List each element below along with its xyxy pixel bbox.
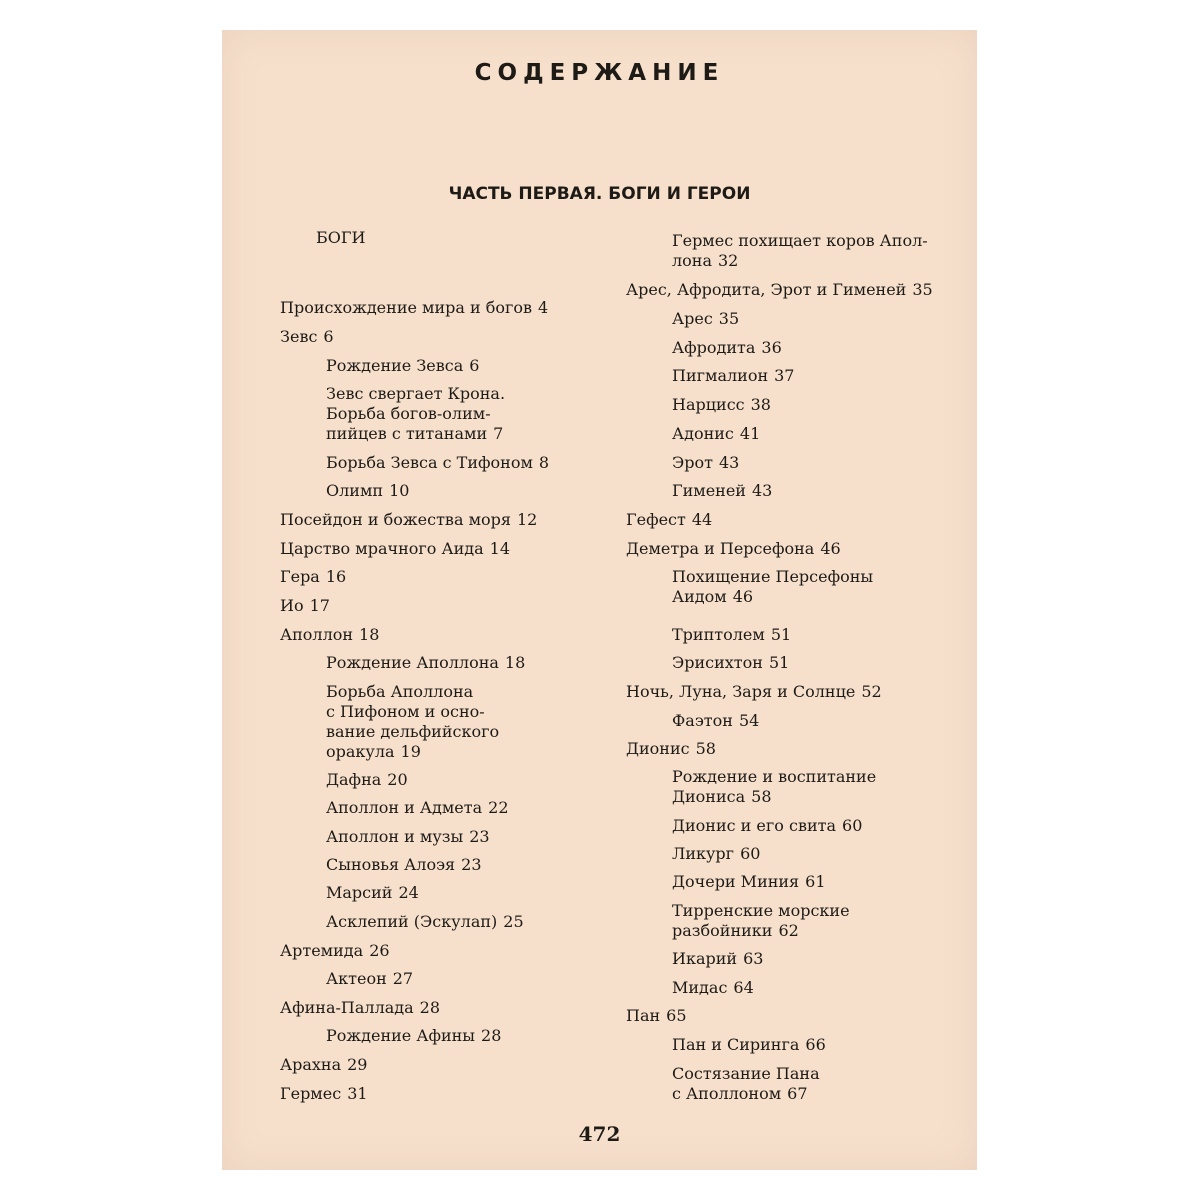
toc-page-number: 18 [504, 653, 526, 672]
toc-entry [626, 539, 841, 559]
toc-page-number: 6 [323, 327, 334, 346]
toc-entry-text: Диониса [672, 787, 746, 806]
toc-entry [626, 280, 933, 300]
toc-page-number: 23 [461, 855, 482, 874]
toc-page-number: 38 [750, 395, 771, 414]
toc-entry [672, 844, 760, 864]
toc-entry-text: Адонис [672, 424, 734, 443]
toc-page-number: 23 [469, 827, 490, 846]
toc-page-number: 7 [493, 424, 504, 443]
toc-entry-text: Тирренские морские [672, 901, 850, 920]
toc-page-number: 37 [774, 366, 795, 385]
toc-page-number: 4 [538, 298, 549, 317]
toc-page-number: 41 [739, 424, 761, 443]
toc-page-number: 51 [770, 625, 792, 644]
toc-entry-text: Гермес [280, 1084, 342, 1103]
toc-page-number: 8 [538, 453, 550, 472]
toc-entry-text: Олимп [326, 481, 384, 500]
toc-entry [280, 567, 346, 587]
toc-entry [672, 453, 739, 473]
toc-entry-text: Пигмалион [672, 366, 769, 385]
toc-entry [672, 767, 876, 807]
toc-entry-text: Дионис [626, 739, 690, 758]
toc-entry-text: Борьба Аполлона [326, 682, 474, 701]
toc-entry [672, 424, 760, 444]
toc-page-number: 16 [325, 567, 347, 586]
toc-entry-text: Пан и Сиринга [672, 1035, 800, 1054]
toc-entry [672, 366, 794, 386]
toc-entry [280, 596, 330, 616]
toc-entry-text: Похищение Персефоны [672, 567, 874, 586]
toc-page-number: 63 [743, 949, 764, 968]
toc-page-number: 60 [740, 844, 761, 863]
toc-page-number: 32 [718, 251, 739, 270]
toc-page-number: 22 [488, 798, 509, 817]
toc-entry-text: Ликург [672, 844, 735, 863]
toc-page-number: 12 [516, 510, 538, 529]
toc-entry [280, 510, 537, 530]
toc-page-number: 24 [398, 883, 419, 902]
toc-entry [626, 682, 882, 702]
toc-page-number: 28 [419, 998, 441, 1017]
toc-entry-text: Происхождение мира и богов [280, 298, 533, 317]
toc-entry-text: Царство мрачного Аида [280, 539, 484, 558]
toc-entry-text: Зевс [280, 327, 318, 346]
toc-entry [326, 770, 408, 790]
part-title: ЧАСТЬ ПЕРВАЯ. БОГИ И ГЕРОИ [448, 184, 751, 204]
toc-entry-text: Рождение Аполлона [326, 653, 499, 672]
toc-page-number: 51 [768, 653, 790, 672]
toc-entry-text: оракула [326, 742, 395, 761]
toc-entry-text: Арес, Афродита, Эрот и Гименей [626, 280, 907, 299]
toc-page-number: 60 [842, 816, 863, 835]
toc-entry [280, 327, 334, 347]
toc-entry-text: Триптолем [672, 625, 765, 644]
toc-entry-text: Артемида [280, 941, 364, 960]
toc-entry [280, 941, 390, 961]
contents-title: СОДЕРЖАНИЕ [474, 60, 725, 86]
toc-page-number: 29 [347, 1055, 368, 1074]
toc-page-number: 58 [695, 739, 716, 758]
toc-page-number: 25 [503, 912, 524, 931]
page-number: 472 [578, 1122, 621, 1146]
toc-entry-text: с Пифоном и осно- [326, 702, 485, 721]
toc-entry [672, 338, 782, 358]
toc-entry [280, 1084, 368, 1104]
toc-entry [672, 653, 789, 673]
toc-entry [626, 739, 716, 759]
toc-entry [672, 872, 826, 892]
toc-entry-text: вание дельфийского [326, 722, 500, 741]
toc-entry-text: Зевс свергает Крона. [326, 384, 506, 403]
toc-entry-text: Афина-Паллада [280, 998, 414, 1017]
toc-page-number: 58 [751, 787, 772, 806]
toc-entry-text: Асклепий (Эскулап) [326, 912, 498, 931]
toc-entry [626, 1006, 687, 1026]
toc-entry [326, 969, 413, 989]
toc-entry [280, 998, 440, 1018]
toc-entry-text: Марсий [326, 883, 393, 902]
toc-page-number: 36 [761, 338, 782, 357]
toc-entry-text: Дочери Миния [672, 872, 800, 891]
toc-entry-text: Аполлон и Адмета [326, 798, 483, 817]
toc-page-number: 43 [718, 453, 740, 472]
toc-entry [672, 1035, 826, 1055]
toc-entry [326, 912, 524, 932]
toc-page-number: 64 [733, 978, 754, 997]
toc-entry [672, 901, 850, 941]
toc-entry [326, 855, 482, 875]
toc-page-number: 17 [309, 596, 330, 615]
toc-page-number: 61 [805, 872, 826, 891]
section-title: БОГИ [316, 228, 366, 247]
toc-entry-text: Гименей [672, 481, 746, 500]
toc-entry [672, 309, 739, 329]
toc-entry-text: Аполлон и музы [326, 827, 464, 846]
toc-entry-text: Афродита [672, 338, 756, 357]
toc-entry [326, 827, 490, 847]
toc-entry [326, 1026, 501, 1046]
toc-page-number: 35 [718, 309, 740, 328]
toc-page-number: 46 [732, 587, 754, 606]
toc-page-number: 52 [861, 682, 882, 701]
toc-page-number: 31 [347, 1084, 368, 1103]
book-page [222, 30, 977, 1170]
toc-entry [326, 653, 525, 673]
toc-page-number: 10 [389, 481, 410, 500]
toc-entry [280, 298, 548, 318]
toc-page-number: 19 [400, 742, 421, 761]
toc-entry [672, 949, 763, 969]
toc-entry-text: Посейдон и божества моря [280, 510, 511, 529]
toc-entry-text: Борьба Зевса с Тифоном [326, 453, 533, 472]
toc-page-number: 66 [805, 1035, 826, 1054]
toc-entry-text: Ночь, Луна, Заря и Солнце [626, 682, 856, 701]
toc-entry-text: Нарцисс [672, 395, 745, 414]
toc-page-number: 28 [481, 1026, 502, 1045]
toc-page-number: 27 [392, 969, 414, 988]
toc-page-number: 46 [820, 539, 841, 558]
toc-entry [672, 625, 791, 645]
toc-entry [672, 711, 759, 731]
toc-entry-text: Дионис и его свита [672, 816, 837, 835]
toc-entry [672, 395, 771, 415]
toc-entry-text: Икарий [672, 949, 738, 968]
toc-page-number: 20 [387, 770, 408, 789]
toc-entry [326, 883, 419, 903]
toc-entry-text: Фаэтон [672, 711, 733, 730]
toc-page-number: 44 [691, 510, 713, 529]
toc-entry-text: Рождение Афины [326, 1026, 476, 1045]
toc-entry [326, 682, 499, 762]
toc-entry-text: Ио [280, 596, 304, 615]
toc-entry [672, 231, 928, 271]
toc-entry-text: Гефест [626, 510, 686, 529]
toc-entry [280, 1055, 367, 1075]
toc-entry-text: Арахна [280, 1055, 342, 1074]
toc-entry-text: Борьба богов-олим- [326, 404, 491, 423]
toc-entry [672, 816, 862, 836]
toc-entry-text: Дафна [326, 770, 382, 789]
toc-page-number: 65 [666, 1006, 687, 1025]
toc-entry [326, 384, 505, 444]
toc-entry-text: Эрот [672, 453, 713, 472]
toc-entry-text: Рождение Зевса [326, 356, 464, 375]
toc-entry-text: Состязание Пана [672, 1064, 820, 1083]
toc-entry [626, 510, 712, 530]
toc-entry-text: Аполлон [280, 625, 354, 644]
toc-entry-text: Мидас [672, 978, 728, 997]
toc-page-number: 62 [778, 921, 799, 940]
toc-page-number: 18 [359, 625, 380, 644]
toc-entry [326, 453, 549, 473]
toc-entry-text: Гера [280, 567, 320, 586]
toc-entry-text: Сыновья Алоэя [326, 855, 456, 874]
toc-entry [326, 356, 479, 376]
toc-entry [326, 798, 509, 818]
toc-page-number: 67 [787, 1084, 808, 1103]
toc-entry [672, 567, 873, 607]
toc-entry-text: лона [672, 251, 712, 270]
toc-entry-text: Эрисихтон [672, 653, 763, 672]
toc-entry-text: с Аполлоном [672, 1084, 782, 1103]
toc-entry-text: Деметра и Персефона [626, 539, 815, 558]
toc-page-number: 35 [912, 280, 933, 299]
toc-entry-text: Гермес похищает коров Апол- [672, 231, 928, 250]
toc-entry-text: разбойники [672, 921, 773, 940]
toc-entry [672, 481, 772, 501]
toc-page-number: 54 [738, 711, 760, 730]
toc-entry [326, 481, 409, 501]
toc-entry [672, 978, 754, 998]
toc-entry-text: пийцев с титанами [326, 424, 488, 443]
toc-entry-text: Аидом [672, 587, 727, 606]
toc-page-number: 14 [489, 539, 511, 558]
toc-page-number: 6 [469, 356, 480, 375]
toc-entry-text: Рождение и воспитание [672, 767, 877, 786]
toc-entry [280, 539, 510, 559]
toc-entry [280, 625, 379, 645]
toc-entry [672, 1064, 820, 1104]
toc-page-number: 26 [369, 941, 390, 960]
toc-page-number: 43 [751, 481, 773, 500]
toc-entry-text: Пан [626, 1006, 661, 1025]
toc-entry-text: Арес [672, 309, 713, 328]
toc-entry-text: Актеон [326, 969, 387, 988]
